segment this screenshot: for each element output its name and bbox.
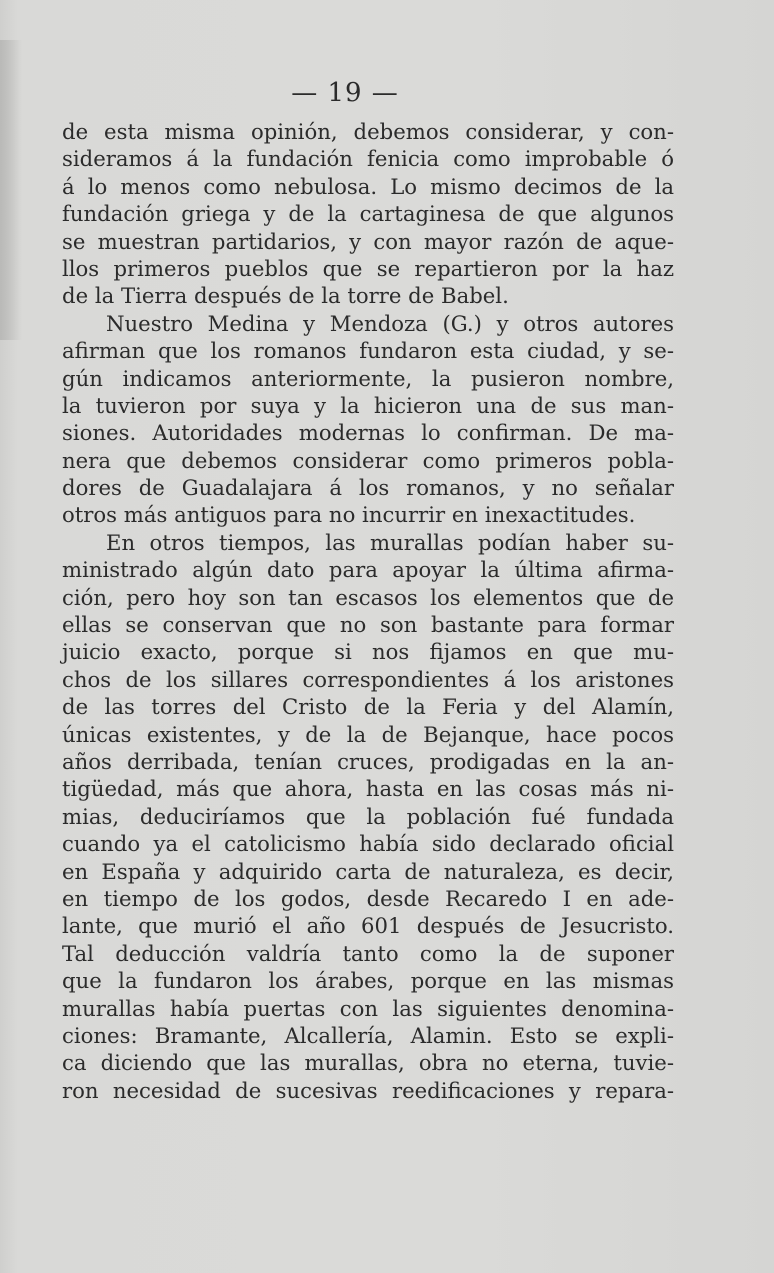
text-line: ciones: Bramante, Alcallería, Alamin. Esto se expli- [62,1022,674,1048]
text-line: Tal deducción valdría tanto como la de suponer [62,940,674,966]
text-line: En otros tiempos, las murallas podían haber su- [106,529,674,555]
text-line: de las torres del Cristo de la Feria y del Alamín, [62,694,674,720]
text-line: nera que debemos considerar como primeros pobla- [62,447,674,473]
text-line: murallas había puertas con las siguientes denomina- [62,995,674,1021]
text-line: Nuestro Medina y Mendoza (G.) y otros autores [106,310,674,336]
text-line: sideramos á la fundación fenicia como improbable ó [62,146,674,172]
text-line: afirman que los romanos fundaron esta ciudad, y se- [62,338,674,364]
text-line: ción, pero hoy son tan escasos los elementos que de [62,584,674,610]
text-line: fundación griega y de la cartaginesa de que algunos [62,201,674,227]
text-line: ministrado algún dato para apoyar la última afirma- [62,557,674,583]
text-line: ellas se conservan que no son bastante para formar [62,612,674,638]
text-line: de esta misma opinión, debemos considerar, y con- [62,119,674,144]
text-line: años derribada, tenían cruces, prodigadas en la an- [62,748,674,774]
text-line: cuando ya el catolicismo había sido declarado oficial [62,831,674,857]
text-line: á lo menos como nebulosa. Lo mismo decimos de la [62,173,674,199]
text-line: lante, que murió el año 601 después de Jesucristo. [62,913,674,939]
text-line: llos primeros pueblos que se repartieron por la haz [62,255,674,281]
text-line: únicas existentes, y de la de Bejanque, hace pocos [62,721,674,747]
text-line: tigüedad, más que ahora, hasta en las cosas más ni- [62,776,674,802]
text-line: la tuvieron por suya y la hicieron una de sus man- [62,392,674,418]
text-line: en tiempo de los godos, desde Recaredo I en ade- [62,885,674,911]
text-line: ca diciendo que las murallas, obra no eterna, tuvie- [62,1050,674,1076]
page-number: — 19 — [291,78,399,108]
text-line: chos de los sillares correspondientes á los aristones [62,666,674,692]
text-line: siones. Autoridades modernas lo confirman. De ma- [62,420,674,446]
text-line: otros más antiguos para no incurrir en inexactitudes. [62,502,636,528]
text-line: mias, deduciríamos que la población fué fundada [62,803,674,829]
text-line: juicio exacto, porque si nos fijamos en que mu- [62,639,674,665]
text-line: que la fundaron los árabes, porque en las mismas [62,968,674,994]
body-text [62,118,674,1104]
text-line: en España y adquirido carta de naturaleza, es decir, [62,858,674,884]
text-line: gún indicamos anteriormente, la pusieron nombre, [62,365,674,391]
text-line: ron necesidad de sucesivas reedificaciones y repara- [62,1077,674,1103]
text-line: de la Tierra después de la torre de Babel. [62,283,509,309]
text-line: se muestran partidarios, y con mayor razón de aque- [62,228,674,254]
text-line: dores de Guadalajara á los romanos, y no señalar [62,475,674,501]
